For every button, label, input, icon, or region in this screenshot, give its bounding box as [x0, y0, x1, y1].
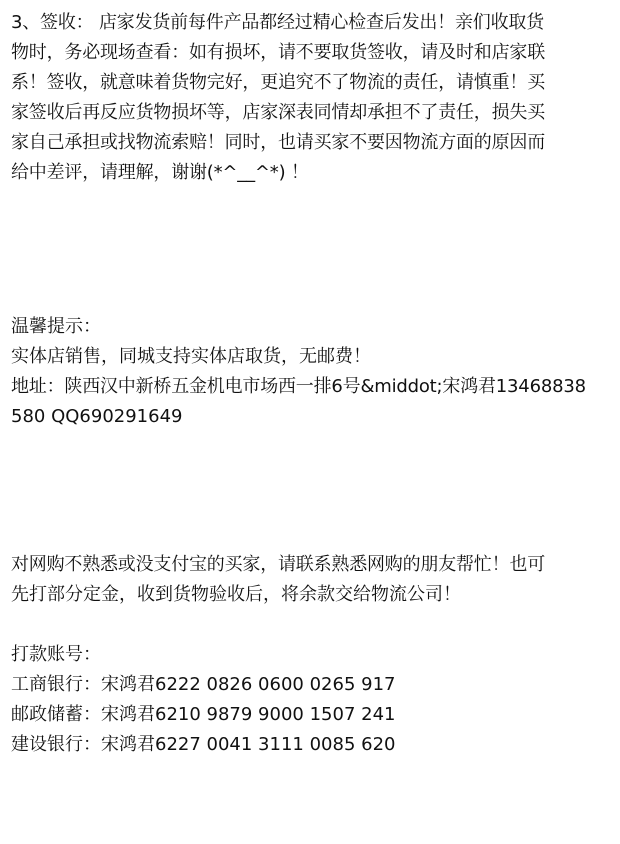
- account-icbc: 工商银行：宋鸿君6222 0826 0600 0265 917: [11, 674, 396, 695]
- bank-accounts: [11, 640, 611, 760]
- receipt-line: 给中差评，请理解，谢谢(*^__^*) ！: [11, 162, 309, 183]
- account-ccb: 建设银行：宋鸿君6227 0041 3111 0085 620: [11, 734, 396, 755]
- payment-note-line: 对网购不熟悉或没支付宝的买家，请联系熟悉网购的朋友帮忙！也可: [11, 554, 545, 575]
- store-pickup-text: 实体店销售，同城支持实体店取货，无邮费！: [11, 346, 371, 367]
- receipt-notice: [11, 8, 611, 188]
- receipt-line: 3、签收： 店家发货前每件产品都经过精心检查后发出！亲们收取货: [11, 12, 544, 33]
- receipt-line: 家自己承担或找物流索赔！同时，也请买家不要因物流方面的原因而: [11, 132, 545, 153]
- tips-heading: 温馨提示：: [11, 316, 101, 337]
- payment-note-line: 先打部分定金，收到货物验收后，将余款交给物流公司！: [11, 584, 461, 605]
- receipt-line: 系！签收，就意味着货物完好，更追究不了物流的责任，请慎重！买: [11, 72, 545, 93]
- account-postal: 邮政储蓄：宋鸿君6210 9879 9000 1507 241: [11, 704, 396, 725]
- account-heading: 打款账号：: [11, 644, 101, 665]
- receipt-line: 物时，务必现场查看：如有损坏，请不要取货签收，请及时和店家联: [11, 42, 545, 63]
- payment-section: [11, 550, 611, 610]
- address-text: 地址：陕西汉中新桥五金机电市场西一排6号&middot;宋鸿君13468838: [11, 376, 586, 397]
- receipt-line: 家签收后再反应货物损坏等，店家深表同情却承担不了责任，损失买: [11, 102, 545, 123]
- contact-text: 580 QQ690291649: [11, 406, 183, 427]
- tips-section: [11, 312, 611, 432]
